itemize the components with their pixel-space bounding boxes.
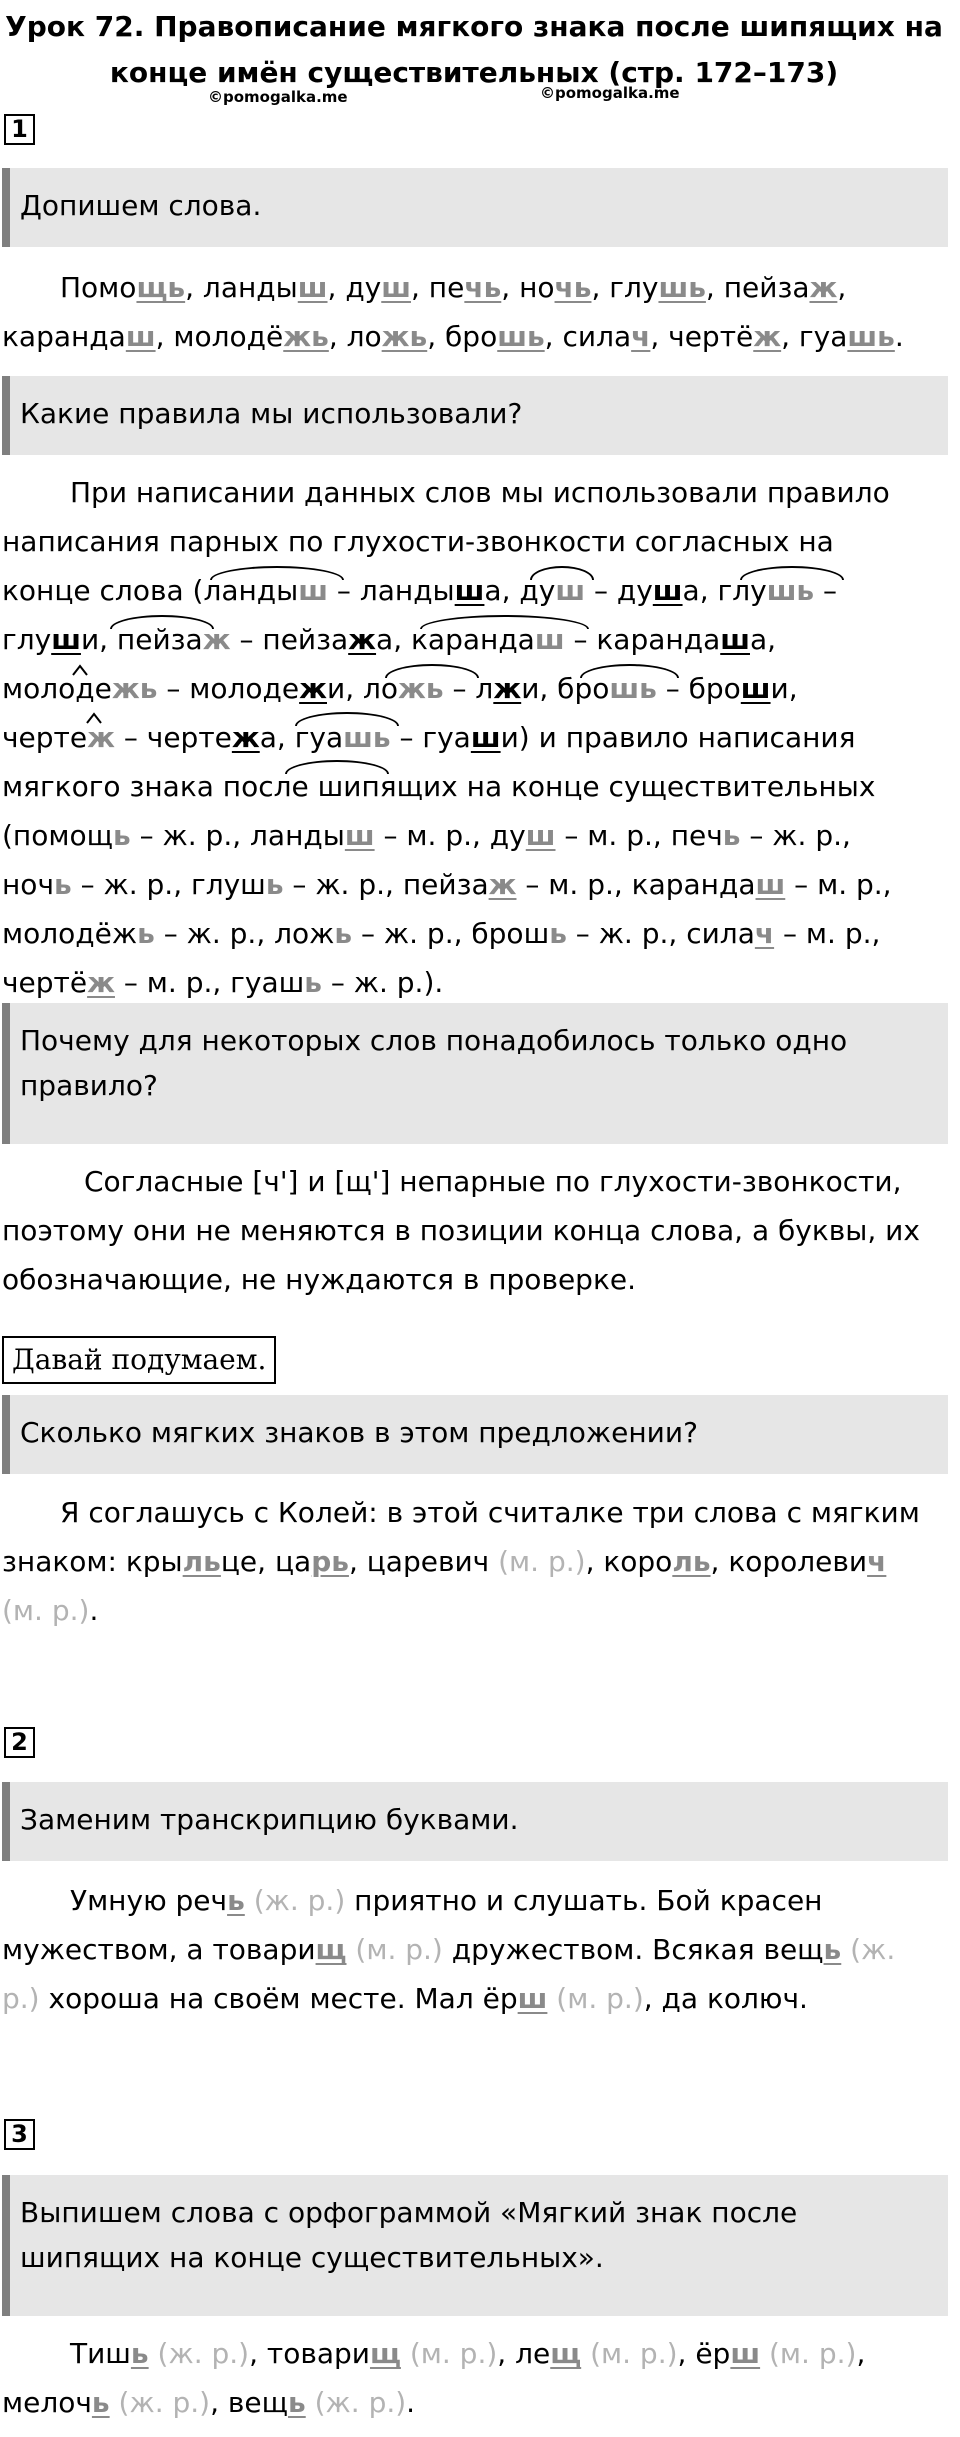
answer-paragraph: Тишь (ж. р.), товарищ (м. р.), лещ (м. р.), ёрш (м. р.), мелочь (ж. р.), вещь (ж. р.).	[2, 2337, 866, 2419]
answer-paragraph: Помощь, ландыш, душ, печь, ночь, глушь, пейзаж, карандаш, молодёжь, ложь, брошь, силач, чертёж, гуашь.	[2, 271, 904, 353]
answer-paragraph: Умную речь (ж. р.) приятно и слушать. Бой красен мужеством, а товарищ (м. р.) дружеством. Всякая вещь (ж. р.) хороша на своём месте. Мал ёрш (м. р.), да колюч.	[2, 1884, 896, 2015]
title-line-2: конце имён существительных (стр. 172–173)	[109, 56, 839, 89]
question-text: Сколько мягких знаков в этом предложении?	[20, 1416, 698, 1449]
caret-mark-icon	[86, 712, 102, 724]
question-box	[2, 1395, 948, 1474]
question-text: Заменим транскрипцию буквами.	[20, 1803, 519, 1836]
question-box	[2, 2175, 948, 2316]
think-label: Давай подумаем.	[2, 1336, 276, 1384]
question-box	[2, 1782, 948, 1861]
page-title	[0, 4, 948, 96]
title-line-1: Урок 72. Правописание мягкого знака после шипящих на	[5, 10, 943, 43]
question-text: Какие правила мы использовали?	[20, 397, 523, 430]
caret-mark-icon	[72, 664, 88, 676]
question-text: Допишем слова.	[20, 189, 262, 222]
answer-paragraph: Я соглашусь с Колей: в этой считалке три слова с мягким знаком: крыльце, царь, царевич (м. р.), король, королевич (м. р.).	[2, 1496, 920, 1627]
answer-paragraph: При написании данных слов мы использовали правило написания парных по глухости-звонкости согласных на конце слова (ландыш – ландыша, душ – душа, глушь – глуши, пейзаж – пейзажа, карандаш – карандаша, молодежь – молодежи, ложь – лжи, брошь – броши, чертеж – чертежа, гуашь – гуаши) и правило написания мягкого знака после шипящих на конце существительных (помощь – ж. р., ландыш – м. р., душ – м. р., печь – ж. р., ночь – ж. р., глушь – ж. р., пейзаж – м. р., карандаш – м. р., молодёжь – ж. р., ложь – ж. р., брошь – ж. р., силач – м. р., чертёж – м. р., гуашь – ж. р.).	[2, 476, 892, 999]
answer-intro: Я соглашусь с Колей: в этой считалке три слова с мягким знаком:	[2, 1496, 920, 1578]
watermark: ©pomogalka.me	[540, 84, 680, 102]
task-number: 3	[4, 2119, 35, 2150]
question-text: Выпишем слова с орфограммой «Мягкий знак после шипящих на конце существительных».	[20, 2196, 798, 2274]
answer-paragraph: Согласные [ч'] и [щ'] непарные по глухости-звонкости, поэтому они не меняются в позиции конца слова, а буквы, их обозначающие, не нуждаются в проверке.	[2, 1165, 920, 1296]
question-box	[2, 1003, 948, 1144]
task-number: 1	[4, 114, 35, 145]
question-box	[2, 168, 948, 247]
question-text: Почему для некоторых слов понадобилось только одно правило?	[20, 1024, 848, 1102]
task-number: 2	[4, 1727, 35, 1758]
watermark: ©pomogalka.me	[208, 88, 348, 106]
question-box	[2, 376, 948, 455]
